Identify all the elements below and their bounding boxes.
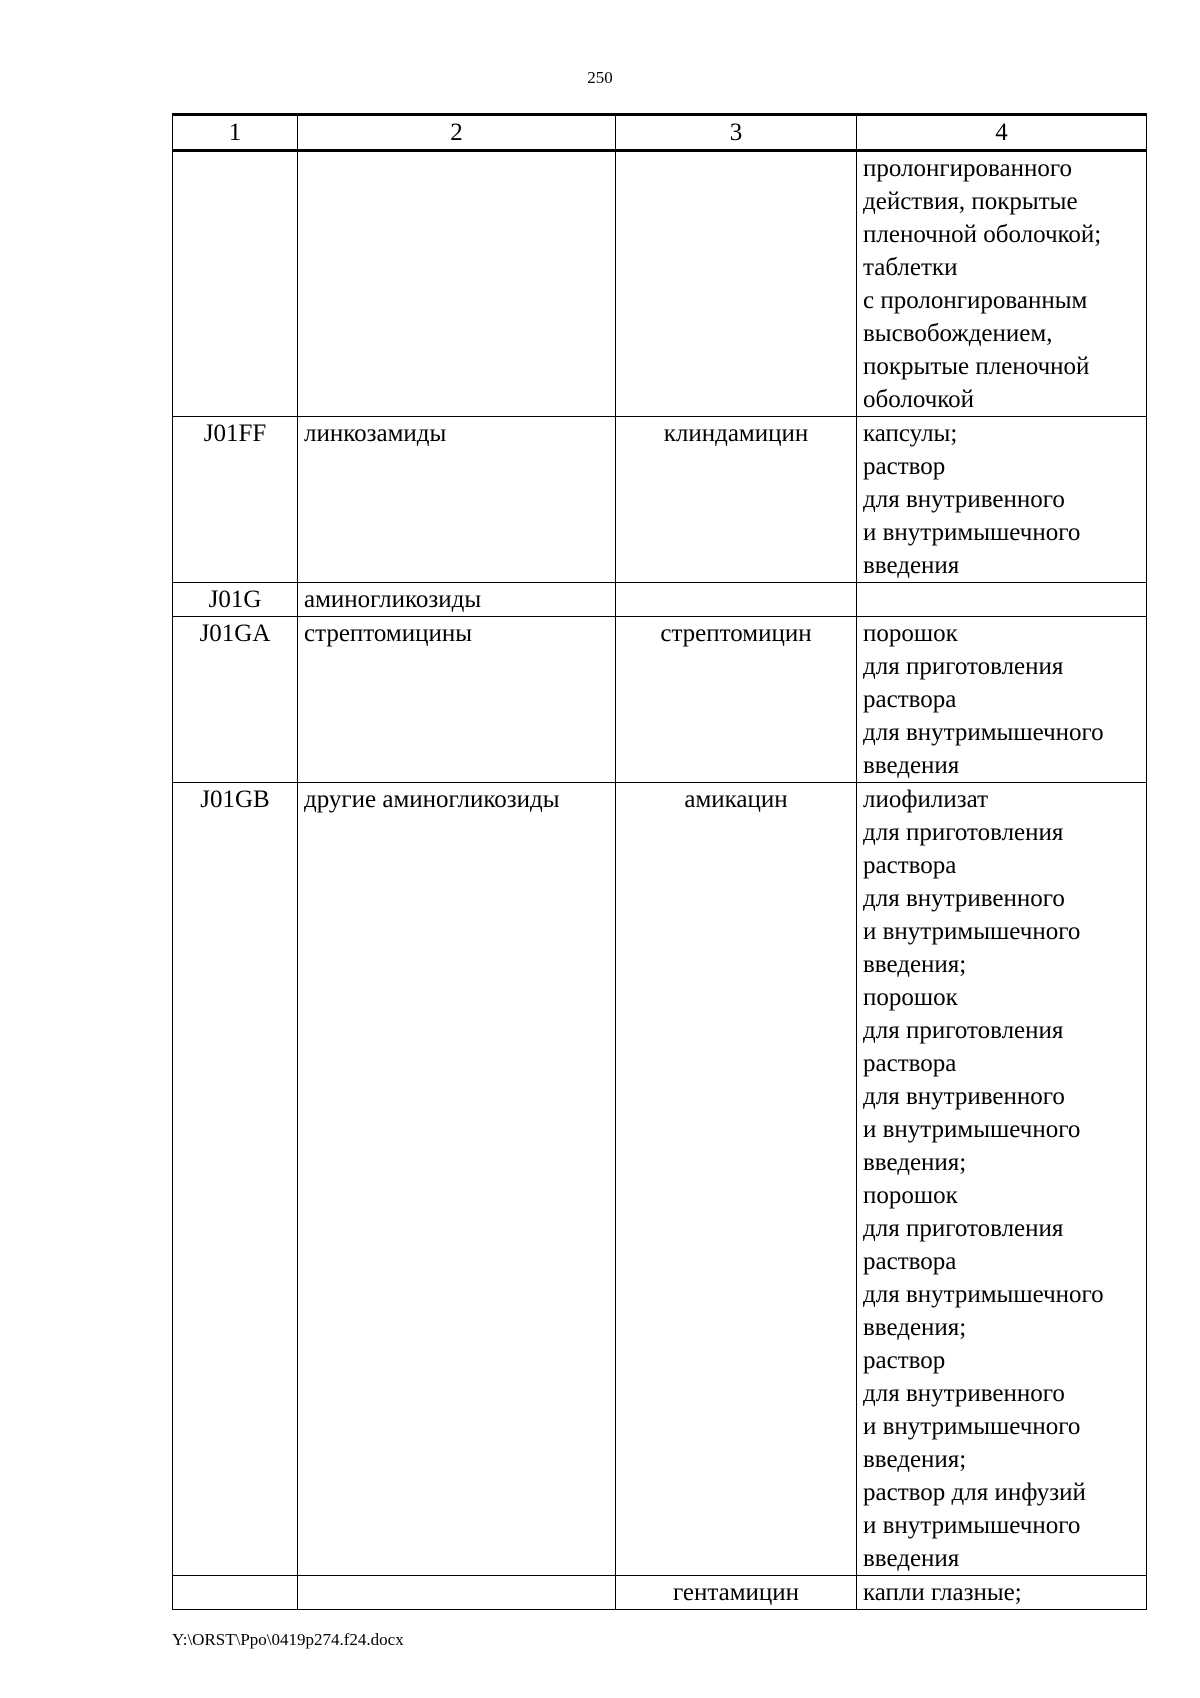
group-name-cell <box>298 1576 616 1610</box>
dosage-form-line: для внутримышечного <box>863 719 1104 746</box>
dosage-form-line: и внутримышечного <box>863 519 1081 546</box>
dosage-form-line: и внутримышечного <box>863 1413 1081 1440</box>
dosage-form-line: для внутримышечного <box>863 1281 1104 1308</box>
dosage-form-line: введения; <box>863 1149 967 1176</box>
dosage-form-line: для внутривенного <box>863 885 1065 912</box>
drug-name-cell <box>616 151 857 417</box>
atc-code-cell <box>173 151 298 417</box>
dosage-form-line: раствора <box>863 852 957 879</box>
dosage-form-line: введения <box>863 752 960 779</box>
dosage-form-line: и внутримышечного <box>863 918 1081 945</box>
dosage-form-line: и внутримышечного <box>863 1512 1081 1539</box>
drug-name-cell <box>616 583 857 617</box>
dosage-form-line: введения <box>863 1545 960 1572</box>
dosage-forms-cell <box>857 617 1147 783</box>
dosage-form-line: капли глазные; <box>863 1579 1022 1606</box>
dosage-form-line: таблетки <box>863 254 958 281</box>
group-name-cell: линкозамиды <box>298 417 616 583</box>
drug-name-cell: амикацин <box>616 783 857 1576</box>
atc-code-cell: J01GA <box>173 617 298 783</box>
column-header-4: 4 <box>857 115 1147 151</box>
dosage-form-line: введения; <box>863 951 967 978</box>
dosage-form-line: порошок <box>863 984 958 1011</box>
dosage-forms-cell <box>857 583 1147 617</box>
dosage-form-line: пролонгированного <box>863 155 1072 182</box>
dosage-form-line: порошок <box>863 620 958 647</box>
dosage-form-line: для приготовления <box>863 1017 1064 1044</box>
table-row <box>173 417 1147 583</box>
dosage-form-line: порошок <box>863 1182 958 1209</box>
atc-code-cell: J01G <box>173 583 298 617</box>
atc-code-cell: J01GB <box>173 783 298 1576</box>
drug-name-cell: гентамицин <box>616 1576 857 1610</box>
table-row <box>173 1576 1147 1610</box>
dosage-form-line: для приготовления <box>863 1215 1064 1242</box>
dosage-form-line: высвобождением, <box>863 320 1053 347</box>
group-name-cell: другие аминогликозиды <box>298 783 616 1576</box>
drug-name-cell: клиндамицин <box>616 417 857 583</box>
dosage-form-line: введения <box>863 552 960 579</box>
dosage-form-line: для внутривенного <box>863 1083 1065 1110</box>
dosage-form-line: раствор для инфузий <box>863 1479 1086 1506</box>
dosage-forms-cell <box>857 417 1147 583</box>
dosage-form-line: с пролонгированным <box>863 287 1088 314</box>
page-number: 250 <box>587 68 613 87</box>
dosage-forms-cell <box>857 783 1147 1576</box>
dosage-form-line: раствора <box>863 1248 957 1275</box>
table-row <box>173 583 1147 617</box>
dosage-form-line: для приготовления <box>863 653 1064 680</box>
dosage-form-line: для приготовления <box>863 819 1064 846</box>
atc-code-cell <box>173 1576 298 1610</box>
dosage-form-line: раствор <box>863 1347 946 1374</box>
group-name-cell <box>298 151 616 417</box>
table-row <box>173 783 1147 1576</box>
dosage-forms-cell <box>857 151 1147 417</box>
atc-code-cell: J01FF <box>173 417 298 583</box>
dosage-form-line: введения; <box>863 1446 967 1473</box>
dosage-form-line: раствора <box>863 686 957 713</box>
column-header-2: 2 <box>298 115 616 151</box>
dosage-form-line: раствор <box>863 453 946 480</box>
dosage-forms-cell <box>857 1576 1147 1610</box>
dosage-form-line: лиофилизат <box>863 786 989 813</box>
table-row <box>173 617 1147 783</box>
column-header-3: 3 <box>616 115 857 151</box>
dosage-form-line: раствора <box>863 1050 957 1077</box>
medication-table <box>172 113 1147 1610</box>
dosage-form-line: пленочной оболочкой; <box>863 221 1102 248</box>
footer-file-path: Y:\ORST\Ppo\0419p274.f24.docx <box>172 1630 404 1649</box>
dosage-form-line: действия, покрытые <box>863 188 1078 215</box>
dosage-form-line: для внутривенного <box>863 486 1065 513</box>
column-header-1: 1 <box>173 115 298 151</box>
group-name-cell: стрептомицины <box>298 617 616 783</box>
dosage-form-line: оболочкой <box>863 386 975 413</box>
dosage-form-line: введения; <box>863 1314 967 1341</box>
drug-name-cell: стрептомицин <box>616 617 857 783</box>
dosage-form-line: для внутривенного <box>863 1380 1065 1407</box>
dosage-form-line: и внутримышечного <box>863 1116 1081 1143</box>
dosage-form-line: капсулы; <box>863 420 958 447</box>
group-name-cell: аминогликозиды <box>298 583 616 617</box>
table-header-row <box>173 115 1147 151</box>
dosage-form-line: покрытые пленочной <box>863 353 1090 380</box>
table-row <box>173 151 1147 417</box>
